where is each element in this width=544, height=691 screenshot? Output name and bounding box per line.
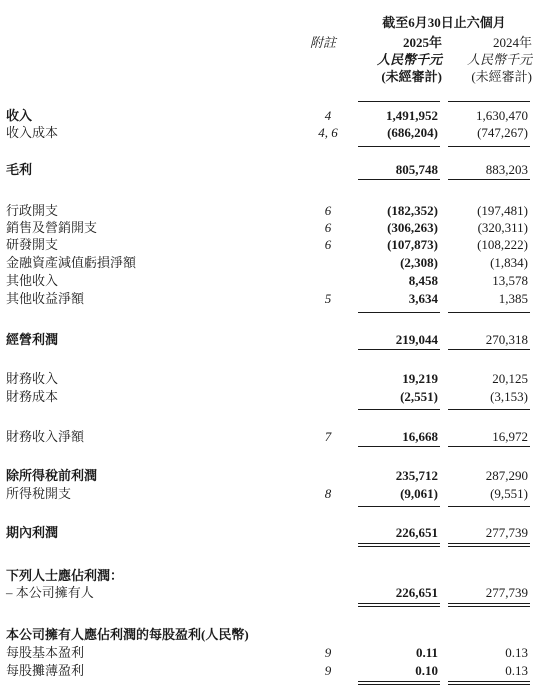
row-label: 下列人士應佔利潤： xyxy=(6,568,124,583)
row-note: 4, 6 xyxy=(318,125,338,140)
row-label: 收入成本 xyxy=(6,125,59,140)
row-label: 收入 xyxy=(6,108,33,123)
row-label: 財務收入 xyxy=(6,371,59,386)
year-prior: 2024年 xyxy=(492,35,532,50)
row-current: (2,308) xyxy=(400,255,438,270)
row-prior: 16,972 xyxy=(492,429,528,444)
unit-prior: 人民幣千元 xyxy=(466,52,532,67)
row-prior: 270,318 xyxy=(485,332,528,347)
row-label: 其他收益淨額 xyxy=(6,291,85,306)
audit-current: (未經審計) xyxy=(381,69,442,84)
row-current: 1,491,952 xyxy=(386,108,438,123)
table-row xyxy=(0,332,544,348)
row-label: 每股基本盈利 xyxy=(6,645,85,660)
row-prior: 1,385 xyxy=(498,291,528,306)
row-current: 19,219 xyxy=(402,371,438,386)
table-row xyxy=(0,291,544,307)
row-prior: 287,290 xyxy=(485,468,528,483)
row-current: (686,204) xyxy=(387,125,438,140)
row-note: 7 xyxy=(324,429,332,444)
row-label: – 本公司擁有人 xyxy=(6,585,94,600)
row-prior: (9,551) xyxy=(490,486,528,501)
table-row xyxy=(0,568,544,584)
row-label: 財務成本 xyxy=(6,389,59,404)
table-row xyxy=(0,220,544,236)
row-note: 9 xyxy=(324,663,332,678)
row-current: 0.10 xyxy=(415,663,438,678)
row-current: 8,458 xyxy=(408,273,438,288)
row-note: 4 xyxy=(324,108,332,123)
period-heading: 截至6月30日止六個月 xyxy=(382,15,506,30)
table-row xyxy=(0,371,544,387)
table-row xyxy=(0,468,544,484)
subtotal-rule-prior xyxy=(448,446,530,447)
year-current: 2025年 xyxy=(402,35,442,50)
row-current: 226,651 xyxy=(395,585,438,600)
row-label: 其他收入 xyxy=(6,273,59,288)
row-label: 所得稅開支 xyxy=(6,486,72,501)
table-row xyxy=(0,429,544,445)
row-note: 8 xyxy=(324,486,332,501)
table-row xyxy=(0,162,544,178)
subtotal-rule-current xyxy=(358,446,440,447)
audit-prior: (未經審計) xyxy=(471,69,532,84)
total-double-rule-current xyxy=(358,681,440,685)
table-row xyxy=(0,645,544,661)
row-note: 6 xyxy=(324,237,332,252)
table-row xyxy=(0,389,544,405)
row-current: 16,668 xyxy=(402,429,438,444)
table-row xyxy=(0,203,544,219)
table-row xyxy=(0,486,544,502)
table-row xyxy=(0,255,544,271)
row-label: 財務收入淨額 xyxy=(6,429,85,444)
row-prior: (108,222) xyxy=(477,237,528,252)
row-prior: (3,153) xyxy=(490,389,528,404)
row-current: 0.11 xyxy=(415,645,438,660)
table-row xyxy=(0,525,544,541)
row-prior: 883,203 xyxy=(485,162,528,177)
row-prior: 0.13 xyxy=(505,645,528,660)
row-label: 銷售及營銷開支 xyxy=(6,220,98,235)
subtotal-rule-current xyxy=(358,349,440,350)
table-row xyxy=(0,108,544,124)
row-prior: 1,630,470 xyxy=(476,108,528,123)
header-rule-prior xyxy=(448,101,530,102)
table-row xyxy=(0,125,544,141)
row-current: (9,061) xyxy=(400,486,438,501)
subtotal-rule-prior xyxy=(448,179,530,180)
total-double-rule-current xyxy=(358,543,440,547)
table-row xyxy=(0,627,544,643)
row-current: 805,748 xyxy=(395,162,438,177)
row-label: 經營利潤 xyxy=(6,332,59,347)
row-note: 6 xyxy=(324,203,332,218)
subtotal-rule-current xyxy=(358,146,440,147)
row-current: (2,551) xyxy=(400,389,438,404)
row-prior: (320,311) xyxy=(477,220,528,235)
row-prior: 0.13 xyxy=(505,663,528,678)
subtotal-rule-current xyxy=(358,409,440,410)
row-prior: (747,267) xyxy=(477,125,528,140)
table-row xyxy=(0,663,544,679)
subtotal-rule-current xyxy=(358,312,440,313)
row-prior: 20,125 xyxy=(492,371,528,386)
row-current: 235,712 xyxy=(395,468,438,483)
row-current: 3,634 xyxy=(408,291,438,306)
subtotal-rule-prior xyxy=(448,146,530,147)
subtotal-rule-current xyxy=(358,506,440,507)
row-note: 9 xyxy=(324,645,332,660)
total-double-rule-prior xyxy=(448,603,530,607)
row-current: 226,651 xyxy=(395,525,438,540)
row-label: 研發開支 xyxy=(6,237,59,252)
row-current: (107,873) xyxy=(387,237,438,252)
total-double-rule-prior xyxy=(448,681,530,685)
row-label: 行政開支 xyxy=(6,203,59,218)
table-row xyxy=(0,237,544,253)
row-label: 期內利潤 xyxy=(6,525,59,540)
row-note: 5 xyxy=(324,291,332,306)
row-label: 除所得稅前利潤 xyxy=(6,468,98,483)
table-row xyxy=(0,585,544,601)
subtotal-rule-prior xyxy=(448,409,530,410)
row-current: (306,263) xyxy=(387,220,438,235)
row-label: 毛利 xyxy=(6,162,33,177)
unit-current: 人民幣千元 xyxy=(376,52,442,67)
subtotal-rule-current xyxy=(358,179,440,180)
subtotal-rule-prior xyxy=(448,312,530,313)
subtotal-rule-prior xyxy=(448,349,530,350)
row-prior: (1,834) xyxy=(490,255,528,270)
row-label: 每股攤薄盈利 xyxy=(6,663,85,678)
total-double-rule-current xyxy=(358,603,440,607)
row-label: 本公司擁有人應佔利潤的每股盈利(人民幣) xyxy=(6,627,249,642)
row-prior: 277,739 xyxy=(485,525,528,540)
total-double-rule-prior xyxy=(448,543,530,547)
row-label: 金融資產減值虧損淨額 xyxy=(6,255,137,270)
row-prior: 13,578 xyxy=(492,273,528,288)
header-rule-current xyxy=(358,101,440,102)
row-current: 219,044 xyxy=(395,332,438,347)
row-note: 6 xyxy=(324,220,332,235)
table-row xyxy=(0,273,544,289)
row-current: (182,352) xyxy=(387,203,438,218)
subtotal-rule-prior xyxy=(448,506,530,507)
note-column-heading: 附註 xyxy=(310,35,337,50)
row-prior: 277,739 xyxy=(485,585,528,600)
row-prior: (197,481) xyxy=(477,203,528,218)
